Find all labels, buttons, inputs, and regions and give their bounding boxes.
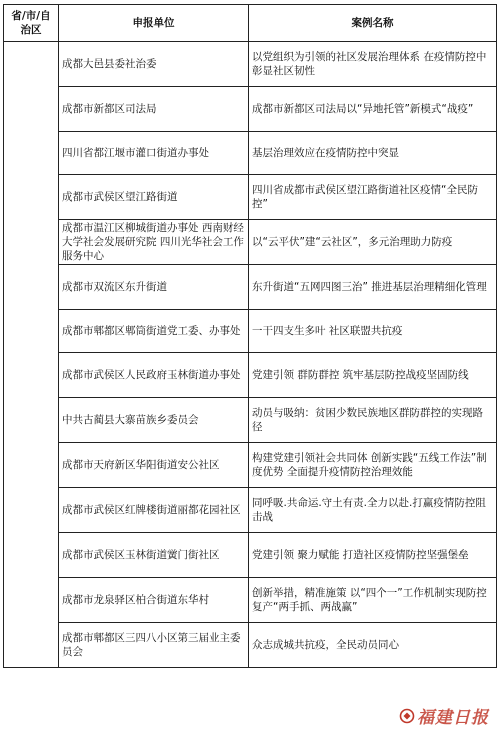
case-cell: 一干四支生多叶 社区联盟共抗疫	[249, 310, 497, 353]
watermark	[399, 703, 489, 728]
unit-cell: 成都市郫都区三四八小区第三届业主委员会	[59, 623, 249, 668]
unit-cell: 成都大邑县委社治委	[59, 42, 249, 87]
table-row	[4, 623, 497, 668]
unit-cell: 四川省都江堰市灌口街道办事处	[59, 132, 249, 175]
case-cell: 众志成城共抗疫，全民动员同心	[249, 623, 497, 668]
table-row	[4, 443, 497, 488]
table-row	[4, 488, 497, 533]
table-row	[4, 265, 497, 310]
header-province: 省/市/自治区	[4, 5, 59, 42]
case-cell: 创新举措，精准施策 以“四个一”工作机制实现防控复产“两手抓、两战赢”	[249, 578, 497, 623]
case-list-sheet	[3, 4, 496, 668]
watermark-text: 福建日报	[417, 708, 489, 728]
table-row	[4, 132, 497, 175]
case-table	[3, 4, 497, 668]
table-row	[4, 87, 497, 132]
unit-cell: 成都市双流区东升街道	[59, 265, 249, 310]
unit-cell: 成都市武侯区红牌楼街道丽都花园社区	[59, 488, 249, 533]
province-cell	[4, 42, 59, 668]
header-case: 案例名称	[249, 5, 497, 42]
table-body	[4, 42, 497, 668]
table-header-row	[4, 5, 497, 42]
unit-cell: 成都市新都区司法局	[59, 87, 249, 132]
unit-cell: 成都市武侯区玉林街道黉门街社区	[59, 533, 249, 578]
table-row	[4, 353, 497, 398]
table-row	[4, 310, 497, 353]
table-row	[4, 220, 497, 265]
case-cell: 成都市新都区司法局以“异地托管”新模式“战疫”	[249, 87, 497, 132]
case-cell: 以“云平伏”建“云社区”，多元治理助力防疫	[249, 220, 497, 265]
unit-cell: 成都市武侯区人民政府玉林街道办事处	[59, 353, 249, 398]
table-row	[4, 578, 497, 623]
header-unit: 申报单位	[59, 5, 249, 42]
unit-cell: 成都市郫都区郫筒街道党工委、办事处	[59, 310, 249, 353]
unit-cell: 成都市温江区柳城街道办事处 西南财经大学社会发展研究院 四川光华社会工作服务中心	[59, 220, 249, 265]
unit-cell: 成都市天府新区华阳街道安公社区	[59, 443, 249, 488]
table-row	[4, 42, 497, 87]
case-cell: 四川省成都市武侯区望江路街道社区疫情“全民防控”	[249, 175, 497, 220]
unit-cell: 成都市武侯区望江路街道	[59, 175, 249, 220]
unit-cell: 中共古蔺县大寨苗族乡委员会	[59, 398, 249, 443]
case-cell: 基层治理效应在疫情防控中突显	[249, 132, 497, 175]
case-cell: 构建党建引领社会共同体 创新实践“五线工作法”制度优势 全面提升疫情防控治理效能	[249, 443, 497, 488]
case-cell: 同呼吸.共命运.守土有责.全力以赴.打赢疫情防控阻击战	[249, 488, 497, 533]
table-row	[4, 533, 497, 578]
case-cell: 动员与吸纳：贫困少数民族地区群防群控的实现路径	[249, 398, 497, 443]
table-row	[4, 398, 497, 443]
case-cell: 党建引领 聚力赋能 打造社区疫情防控坚强堡垒	[249, 533, 497, 578]
case-cell: 党建引领 群防群控 筑牢基层防控战疫坚固防线	[249, 353, 497, 398]
case-cell: 以党组织为引领的社区发展治理体系 在疫情防控中彰显社区韧性	[249, 42, 497, 87]
unit-cell: 成都市龙泉驿区柏合街道东华村	[59, 578, 249, 623]
table-row	[4, 175, 497, 220]
watermark-logo-icon	[399, 708, 415, 724]
case-cell: 东升街道“五网四图三治” 推进基层治理精细化管理	[249, 265, 497, 310]
